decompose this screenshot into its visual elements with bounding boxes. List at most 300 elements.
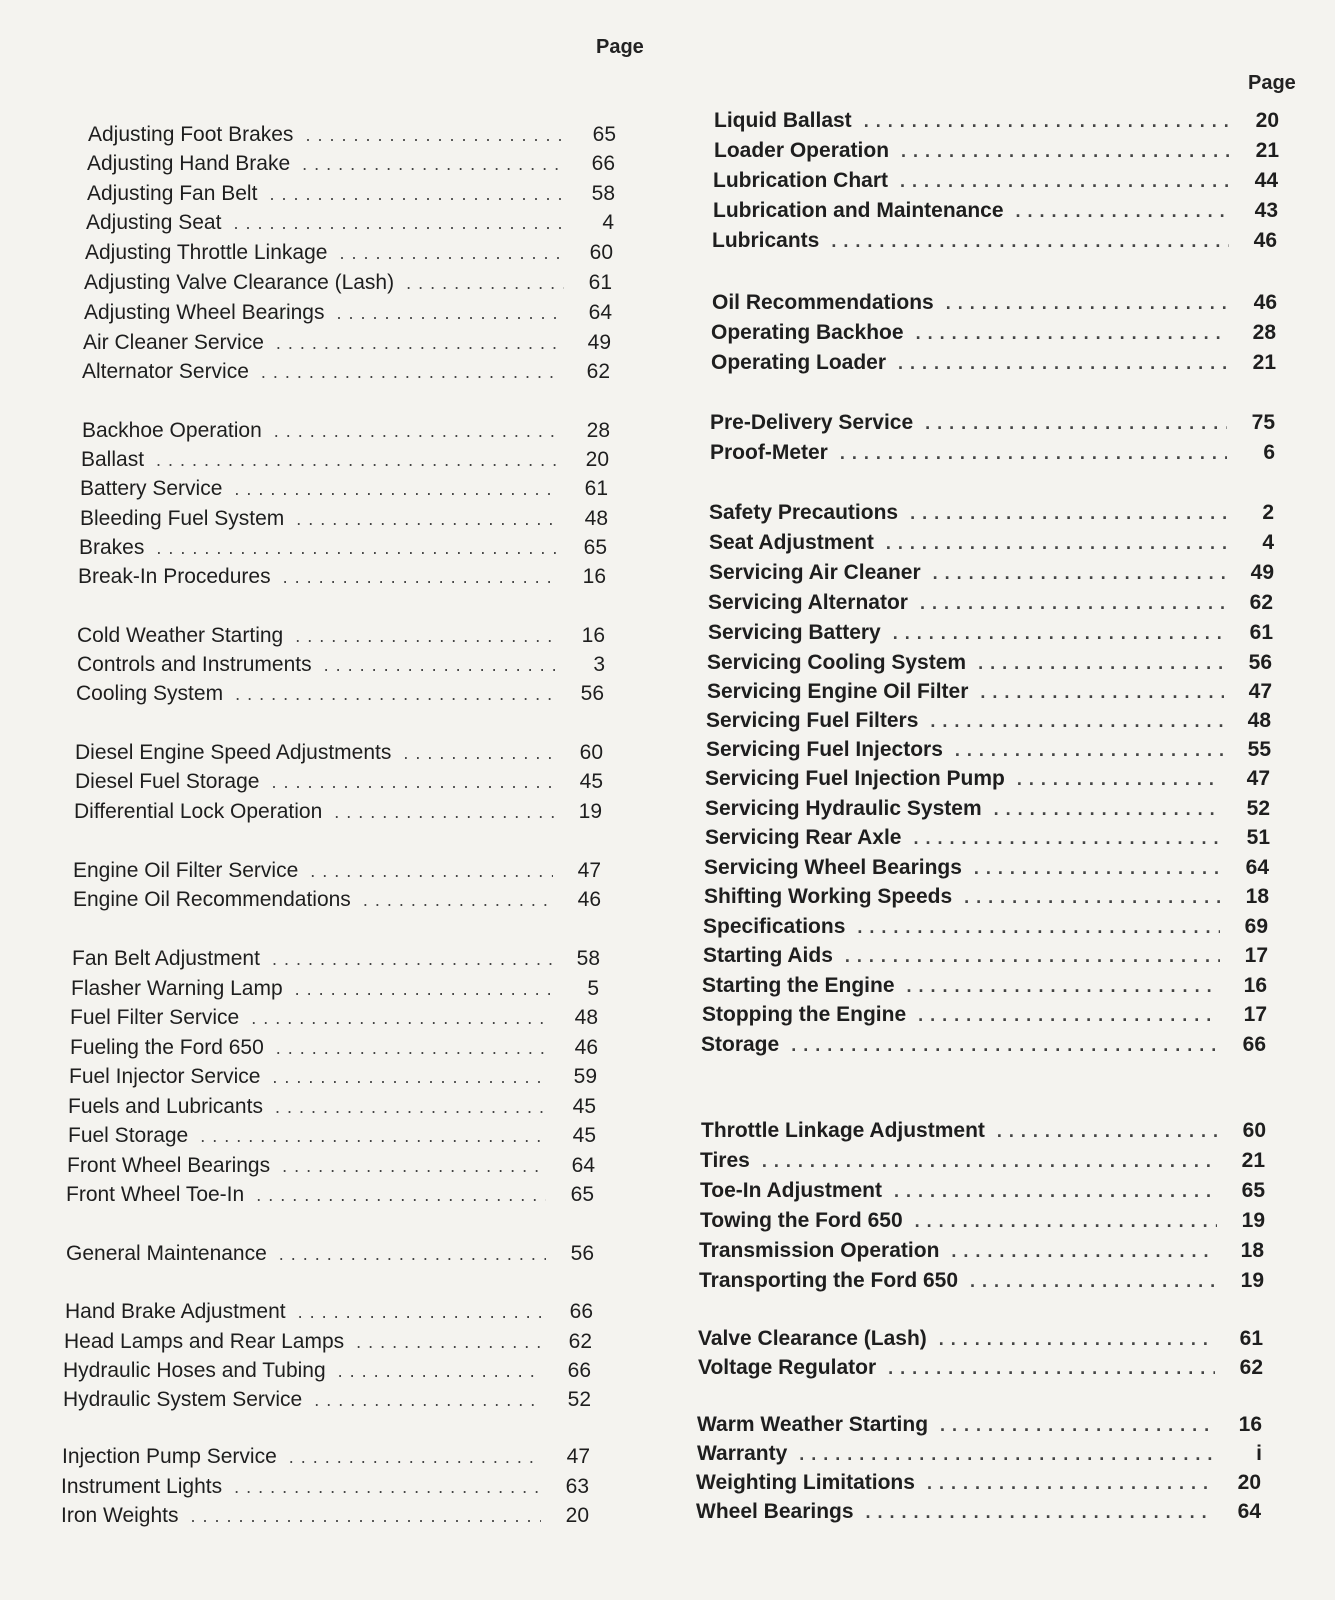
dot-leader <box>305 122 568 148</box>
entry-page-number: 45 <box>579 770 603 793</box>
dot-leader <box>356 1329 544 1355</box>
dot-leader <box>200 1123 548 1149</box>
entry-page-number: 47 <box>566 1445 590 1468</box>
entry-page-number: 62 <box>1249 591 1273 614</box>
entry-title: Throttle Linkage Adjustment <box>701 1119 985 1142</box>
index-entry <box>703 943 1268 969</box>
entry-page-number: 75 <box>1251 411 1275 434</box>
entry-title: Servicing Fuel Injectors <box>706 738 943 761</box>
entry-title: Starting the Engine <box>702 974 895 997</box>
entry-page-number: 58 <box>576 947 600 970</box>
index-entry <box>64 1329 592 1355</box>
index-entry <box>711 320 1276 346</box>
index-entry <box>713 198 1278 224</box>
dot-leader <box>914 825 1223 851</box>
dot-leader <box>363 887 553 913</box>
entry-page-number: 28 <box>586 419 610 442</box>
entry-page-number: 19 <box>1241 1209 1265 1232</box>
entry-page-number: 55 <box>1247 738 1271 761</box>
dot-leader <box>283 564 558 590</box>
entry-page-number: 18 <box>1245 885 1269 908</box>
dot-leader <box>939 1326 1215 1352</box>
index-entry <box>705 825 1270 851</box>
dot-leader <box>974 855 1221 881</box>
dot-leader <box>933 560 1226 586</box>
entry-page-number: 21 <box>1241 1149 1265 1172</box>
dot-leader <box>888 1355 1215 1381</box>
dot-leader <box>234 476 560 502</box>
dot-leader <box>900 168 1230 194</box>
dot-leader <box>234 1474 541 1500</box>
dot-leader <box>997 1118 1218 1144</box>
entry-title: Lubricants <box>712 229 820 252</box>
index-entry <box>76 681 604 707</box>
left-page-heading: Page <box>596 36 644 58</box>
entry-title: Adjusting Throttle Linkage <box>85 241 328 264</box>
entry-page-number: 20 <box>585 448 609 471</box>
index-entry <box>88 122 616 148</box>
entry-title: Head Lamps and Rear Lamps <box>64 1330 345 1353</box>
dot-leader <box>840 440 1227 466</box>
entry-page-number: 4 <box>602 211 614 234</box>
dot-leader <box>978 650 1224 676</box>
entry-page-number: 58 <box>591 182 615 205</box>
dot-leader <box>338 1358 543 1384</box>
index-entry <box>699 1268 1264 1294</box>
entry-title: Servicing Battery <box>708 621 881 644</box>
entry-title: Servicing Air Cleaner <box>709 561 921 584</box>
index-entry <box>63 1387 591 1413</box>
entry-title: Controls and Instruments <box>77 653 312 676</box>
entry-page-number: 46 <box>574 1036 598 1059</box>
entry-page-number: 17 <box>1244 944 1268 967</box>
index-entry <box>701 1032 1266 1058</box>
entry-title: Fuel Storage <box>68 1124 189 1147</box>
index-entry <box>79 535 607 561</box>
entry-page-number: 45 <box>572 1095 596 1118</box>
dot-leader <box>296 506 560 532</box>
entry-page-number: 16 <box>581 624 605 647</box>
entry-title: General Maintenance <box>66 1242 267 1265</box>
entry-title: Oil Recommendations <box>712 291 934 314</box>
entry-page-number: 16 <box>582 565 606 588</box>
index-entry <box>702 973 1267 999</box>
dot-leader <box>925 410 1227 436</box>
entry-title: Liquid Ballast <box>714 109 852 132</box>
index-entry <box>66 1241 594 1267</box>
entry-title: Cooling System <box>76 682 224 705</box>
index-entry <box>712 228 1277 254</box>
index-entry <box>67 1153 595 1179</box>
dot-leader <box>980 679 1224 705</box>
index-entry <box>697 1412 1262 1438</box>
entry-page-number: 21 <box>1252 351 1276 374</box>
dot-leader <box>233 210 566 236</box>
dot-leader <box>276 330 563 356</box>
entry-title: Servicing Engine Oil Filter <box>707 680 969 703</box>
entry-page-number: 64 <box>1237 1500 1261 1523</box>
index-entry <box>69 1064 597 1090</box>
entry-page-number: 65 <box>570 1183 594 1206</box>
dot-leader <box>927 1470 1213 1496</box>
entry-title: Front Wheel Toe-In <box>66 1183 245 1206</box>
index-entry <box>712 290 1277 316</box>
dot-leader <box>1017 766 1222 792</box>
entry-page-number: 65 <box>583 536 607 559</box>
entry-title: Stopping the Engine <box>702 1003 907 1026</box>
dot-leader <box>831 228 1229 254</box>
entry-title: Bleeding Fuel System <box>80 507 285 530</box>
dot-leader <box>324 652 557 678</box>
index-entry <box>65 1299 593 1325</box>
dot-leader <box>901 138 1231 164</box>
index-entry <box>700 1148 1265 1174</box>
entry-page-number: 61 <box>1239 1327 1263 1350</box>
entry-page-number: 56 <box>570 1242 594 1265</box>
entry-title: Instrument Lights <box>61 1475 223 1498</box>
dot-leader <box>282 1153 547 1179</box>
entry-page-number: 18 <box>1240 1239 1264 1262</box>
entry-title: Servicing Alternator <box>708 591 908 614</box>
index-entry <box>85 240 613 266</box>
entry-page-number: 65 <box>1241 1179 1265 1202</box>
entry-title: Voltage Regulator <box>698 1356 877 1379</box>
index-entry <box>78 564 606 590</box>
entry-page-number: 47 <box>1246 767 1270 790</box>
entry-page-number: 61 <box>588 271 612 294</box>
index-entry <box>707 650 1272 676</box>
entry-title: Hydraulic System Service <box>63 1388 303 1411</box>
index-entry <box>70 1005 598 1031</box>
dot-leader <box>762 1148 1217 1174</box>
entry-title: Storage <box>701 1033 780 1056</box>
entry-title: Servicing Rear Axle <box>705 826 902 849</box>
entry-page-number: 52 <box>1246 797 1270 820</box>
entry-title: Servicing Wheel Bearings <box>704 856 962 879</box>
index-entry <box>701 1118 1266 1144</box>
entry-page-number: 4 <box>1262 531 1274 554</box>
entry-title: Front Wheel Bearings <box>67 1154 271 1177</box>
entry-title: Air Cleaner Service <box>83 331 264 354</box>
dot-leader <box>893 620 1225 646</box>
entry-page-number: 19 <box>578 800 602 823</box>
index-entry <box>80 506 608 532</box>
dot-leader <box>339 240 565 266</box>
entry-page-number: 16 <box>1238 1413 1262 1436</box>
entry-title: Seat Adjustment <box>709 531 874 554</box>
index-entry <box>698 1355 1263 1381</box>
entry-title: Differential Lock Operation <box>74 800 323 823</box>
index-entry <box>704 855 1269 881</box>
index-entry <box>696 1499 1261 1525</box>
index-entry <box>74 799 602 825</box>
index-entry <box>62 1444 590 1470</box>
dot-leader <box>964 884 1221 910</box>
entry-page-number: 59 <box>573 1065 597 1088</box>
index-entry <box>61 1503 589 1529</box>
entry-page-number: 48 <box>1247 709 1271 732</box>
dot-leader <box>946 290 1229 316</box>
entry-title: Towing the Ford 650 <box>700 1209 903 1232</box>
entry-title: Diesel Fuel Storage <box>75 770 260 793</box>
entry-title: Servicing Fuel Filters <box>706 709 919 732</box>
dot-leader <box>271 769 555 795</box>
entry-title: Diesel Engine Speed Adjustments <box>75 741 392 764</box>
entry-title: Backhoe Operation <box>82 419 262 442</box>
entry-page-number: 66 <box>567 1359 591 1382</box>
entry-title: Fueling the Ford 650 <box>70 1036 264 1059</box>
index-entry <box>711 350 1276 376</box>
index-entry <box>77 652 605 678</box>
entry-title: Engine Oil Recommendations <box>73 888 351 911</box>
dot-leader <box>261 359 562 385</box>
entry-title: Lubrication and Maintenance <box>713 199 1004 222</box>
index-entry <box>696 1470 1261 1496</box>
entry-title: Engine Oil Filter Service <box>73 859 299 882</box>
entry-page-number: 43 <box>1254 199 1278 222</box>
entry-title: Servicing Fuel Injection Pump <box>705 767 1005 790</box>
entry-page-number: 61 <box>584 477 608 500</box>
index-entry <box>705 766 1270 792</box>
entry-page-number: 56 <box>580 682 604 705</box>
index-entry <box>75 769 603 795</box>
index-entry <box>703 914 1268 940</box>
index-entry <box>81 447 609 473</box>
entry-title: Break-In Procedures <box>78 565 271 588</box>
entry-title: Warranty <box>697 1442 788 1465</box>
entry-page-number: 48 <box>574 1006 598 1029</box>
index-entry <box>84 300 612 326</box>
entry-page-number: 2 <box>1262 501 1274 524</box>
entry-page-number: 60 <box>579 741 603 764</box>
dot-leader <box>302 151 567 177</box>
dot-leader <box>310 858 553 884</box>
dot-leader <box>910 500 1226 526</box>
index-entry <box>710 440 1275 466</box>
index-entry <box>66 1182 594 1208</box>
entry-page-number: 66 <box>569 1300 593 1323</box>
entry-page-number: 52 <box>567 1388 591 1411</box>
index-entry <box>80 476 608 502</box>
entry-title: Loader Operation <box>714 139 890 162</box>
entry-page-number: 45 <box>572 1124 596 1147</box>
entry-title: Adjusting Foot Brakes <box>88 123 294 146</box>
index-entry <box>714 108 1279 134</box>
entry-title: Adjusting Wheel Bearings <box>84 301 325 324</box>
entry-page-number: 49 <box>587 331 611 354</box>
dot-leader <box>857 914 1220 940</box>
dot-leader <box>403 740 555 766</box>
dot-leader <box>256 1182 546 1208</box>
dot-leader <box>930 708 1223 734</box>
index-entry <box>707 679 1272 705</box>
entry-title: Servicing Cooling System <box>707 651 967 674</box>
dot-leader <box>920 590 1225 616</box>
dot-leader <box>940 1412 1214 1438</box>
entry-page-number: 61 <box>1249 621 1273 644</box>
entry-title: Adjusting Valve Clearance (Lash) <box>84 271 395 294</box>
entry-page-number: 60 <box>589 241 613 264</box>
dot-leader <box>156 447 561 473</box>
index-entry <box>709 530 1274 556</box>
entry-title: Adjusting Fan Belt <box>87 182 258 205</box>
entry-page-number: 69 <box>1244 915 1268 938</box>
entry-page-number: 20 <box>565 1504 589 1527</box>
index-entry <box>87 181 615 207</box>
index-entry <box>82 359 610 385</box>
entry-page-number: 63 <box>565 1475 589 1498</box>
entry-title: Servicing Hydraulic System <box>705 797 982 820</box>
index-entry <box>68 1094 596 1120</box>
entry-page-number: 49 <box>1250 561 1274 584</box>
entry-page-number: 5 <box>587 977 599 1000</box>
entry-title: Operating Backhoe <box>711 321 904 344</box>
dot-leader <box>918 1002 1219 1028</box>
entry-page-number: 66 <box>591 152 615 175</box>
dot-leader <box>955 737 1223 763</box>
entry-page-number: 51 <box>1246 826 1270 849</box>
entry-title: Safety Precautions <box>709 501 899 524</box>
dot-leader <box>907 973 1219 999</box>
index-entry <box>710 410 1275 436</box>
entry-title: Ballast <box>81 448 145 471</box>
entry-page-number: 66 <box>1242 1033 1266 1056</box>
entry-page-number: 65 <box>592 123 616 146</box>
index-entry <box>713 168 1278 194</box>
dot-leader <box>279 1241 546 1267</box>
entry-page-number: 64 <box>571 1154 595 1177</box>
entry-title: Injection Pump Service <box>62 1445 277 1468</box>
index-entry <box>709 500 1274 526</box>
entry-page-number: 17 <box>1243 1003 1267 1026</box>
index-entry <box>83 330 611 356</box>
dot-leader <box>334 799 554 825</box>
dot-leader <box>289 1444 542 1470</box>
right-page-heading: Page <box>1248 72 1296 94</box>
dot-leader <box>156 535 559 561</box>
index-entry <box>705 796 1270 822</box>
entry-title: Battery Service <box>80 477 223 500</box>
entry-title: Adjusting Seat <box>86 211 222 234</box>
entry-page-number: 44 <box>1254 169 1278 192</box>
dot-leader <box>916 320 1228 346</box>
entry-page-number: 20 <box>1237 1471 1261 1494</box>
dot-leader <box>314 1387 543 1413</box>
entry-title: Fuel Injector Service <box>69 1065 261 1088</box>
entry-title: Hand Brake Adjustment <box>65 1300 286 1323</box>
entry-page-number: 46 <box>1253 229 1277 252</box>
dot-leader <box>898 350 1228 376</box>
entry-title: Specifications <box>703 915 846 938</box>
index-entry <box>73 858 601 884</box>
entry-title: Adjusting Hand Brake <box>87 152 291 175</box>
entry-title: Iron Weights <box>61 1504 179 1527</box>
index-entry <box>706 737 1271 763</box>
index-entry <box>77 623 605 649</box>
entry-page-number: 46 <box>577 888 601 911</box>
dot-leader <box>894 1178 1217 1204</box>
index-entry <box>706 708 1271 734</box>
entry-page-number: i <box>1256 1442 1262 1465</box>
dot-leader <box>1016 198 1230 224</box>
index-entry <box>702 1002 1267 1028</box>
entry-page-number: 62 <box>1239 1356 1263 1379</box>
entry-title: Toe-In Adjustment <box>700 1179 882 1202</box>
dot-leader <box>235 681 556 707</box>
index-entry <box>700 1178 1265 1204</box>
entry-page-number: 64 <box>588 301 612 324</box>
dot-leader <box>994 796 1222 822</box>
entry-page-number: 21 <box>1255 139 1279 162</box>
entry-page-number: 6 <box>1263 441 1275 464</box>
entry-title: Hydraulic Hoses and Tubing <box>63 1359 326 1382</box>
index-entry <box>698 1326 1263 1352</box>
dot-leader <box>406 270 564 296</box>
dot-leader <box>295 976 551 1002</box>
entry-title: Cold Weather Starting <box>77 624 284 647</box>
entry-title: Tires <box>700 1149 750 1172</box>
entry-page-number: 62 <box>586 360 610 383</box>
dot-leader <box>970 1268 1216 1294</box>
entry-title: Starting Aids <box>703 944 833 967</box>
entry-title: Alternator Service <box>82 360 249 383</box>
entry-title: Weighting Limitations <box>696 1471 915 1494</box>
entry-page-number: 62 <box>568 1330 592 1353</box>
dot-leader <box>866 1499 1213 1525</box>
index-entry <box>61 1474 589 1500</box>
dot-leader <box>295 623 557 649</box>
entry-title: Fuel Filter Service <box>70 1006 240 1029</box>
entry-title: Transporting the Ford 650 <box>699 1269 959 1292</box>
entry-title: Lubrication Chart <box>713 169 889 192</box>
dot-leader <box>799 1441 1214 1467</box>
index-entry <box>75 740 603 766</box>
dot-leader <box>276 1035 550 1061</box>
entry-page-number: 60 <box>1242 1119 1266 1142</box>
entry-title: Pre-Delivery Service <box>710 411 914 434</box>
index-entry <box>71 976 599 1002</box>
dot-leader <box>191 1503 542 1529</box>
entry-page-number: 3 <box>593 653 605 676</box>
entry-title: Wheel Bearings <box>696 1500 854 1523</box>
entry-title: Shifting Working Speeds <box>704 885 953 908</box>
index-entry <box>73 887 601 913</box>
dot-leader <box>791 1032 1218 1058</box>
entry-page-number: 16 <box>1243 974 1267 997</box>
index-entry <box>714 138 1279 164</box>
index-entry <box>68 1123 596 1149</box>
dot-leader <box>269 181 567 207</box>
entry-page-number: 20 <box>1255 109 1279 132</box>
entry-page-number: 47 <box>1248 680 1272 703</box>
entry-page-number: 48 <box>584 507 608 530</box>
index-entry <box>700 1208 1265 1234</box>
entry-title: Transmission Operation <box>699 1239 940 1262</box>
entry-title: Warm Weather Starting <box>697 1413 929 1436</box>
index-entry <box>709 560 1274 586</box>
entry-page-number: 47 <box>577 859 601 882</box>
entry-title: Flasher Warning Lamp <box>71 977 283 1000</box>
index-entry <box>72 946 600 972</box>
index-entry <box>708 620 1273 646</box>
dot-leader <box>864 108 1231 134</box>
dot-leader <box>915 1208 1217 1234</box>
entry-title: Valve Clearance (Lash) <box>698 1327 927 1350</box>
dot-leader <box>274 418 562 444</box>
index-entry <box>704 884 1269 910</box>
dot-leader <box>886 530 1226 556</box>
dot-leader <box>845 943 1220 969</box>
